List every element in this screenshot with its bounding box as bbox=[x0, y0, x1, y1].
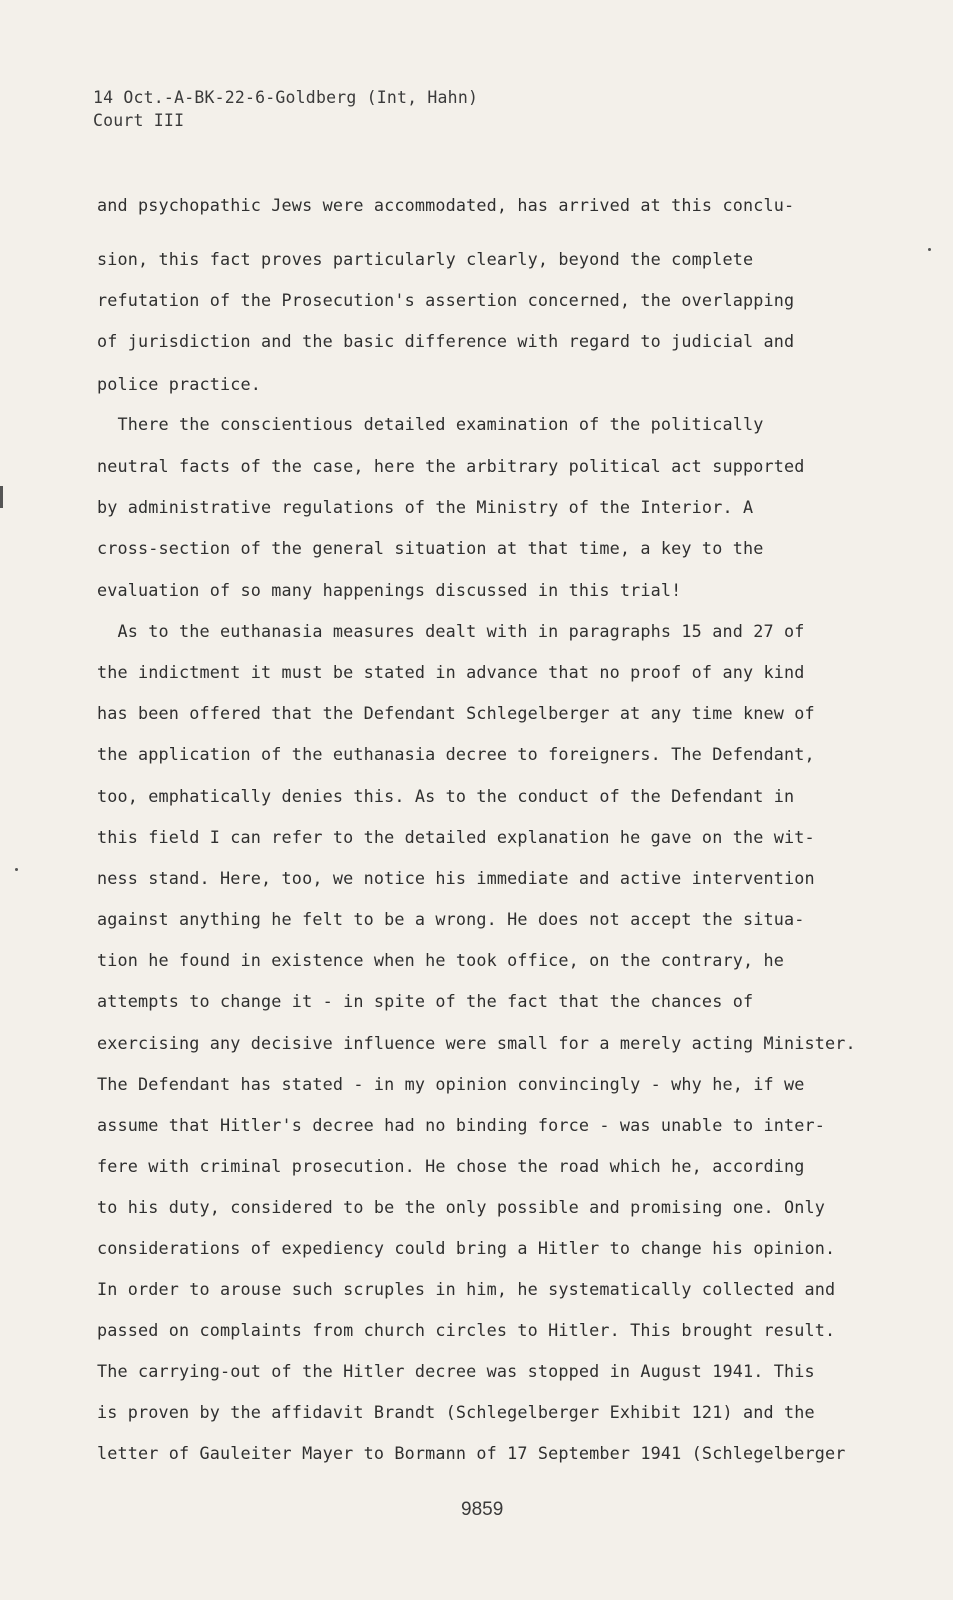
text-line: letter of Gauleiter Mayer to Bormann of 17 September 1941 (Schlegelberger bbox=[97, 1443, 846, 1463]
scan-dot-mark bbox=[928, 248, 931, 251]
text-line: There the conscientious detailed examination of the politically bbox=[97, 414, 764, 434]
text-line: against anything he felt to be a wrong. He does not accept the situa- bbox=[97, 909, 805, 929]
text-line: assume that Hitler's decree had no binding force - was unable to inter- bbox=[97, 1115, 825, 1135]
text-line: tion he found in existence when he took office, on the contrary, he bbox=[97, 950, 784, 970]
text-line: exercising any decisive influence were small for a merely acting Minister. bbox=[97, 1033, 856, 1053]
text-line: refutation of the Prosecution's assertion concerned, the overlapping bbox=[97, 290, 795, 310]
text-line: by administrative regulations of the Ministry of the Interior. A bbox=[97, 497, 754, 517]
text-line: has been offered that the Defendant Schlegelberger at any time knew of bbox=[97, 703, 815, 723]
text-line: attempts to change it - in spite of the fact that the chances of bbox=[97, 991, 754, 1011]
text-line: sion, this fact proves particularly clearly, beyond the complete bbox=[97, 249, 754, 269]
text-line: evaluation of so many happenings discussed in this trial! bbox=[97, 580, 682, 600]
scan-dot-mark bbox=[15, 868, 18, 871]
text-line: the application of the euthanasia decree to foreigners. The Defendant, bbox=[97, 744, 815, 764]
text-line: The carrying-out of the Hitler decree was stopped in August 1941. This bbox=[97, 1361, 815, 1381]
page-number: 9859 bbox=[461, 1499, 504, 1520]
text-line: this field I can refer to the detailed explanation he gave on the wit- bbox=[97, 827, 815, 847]
document-header bbox=[93, 86, 478, 132]
header-court: Court III bbox=[93, 111, 185, 130]
text-line: considerations of expediency could bring a Hitler to change his opinion. bbox=[97, 1238, 836, 1258]
text-line: the indictment it must be stated in advance that no proof of any kind bbox=[97, 662, 805, 682]
text-line: In order to arouse such scruples in him, he systematically collected and bbox=[97, 1279, 836, 1299]
scan-edge-mark bbox=[0, 486, 3, 508]
text-line: police practice. bbox=[97, 374, 262, 394]
text-line: ness stand. Here, too, we notice his immediate and active intervention bbox=[97, 868, 815, 888]
text-line: neutral facts of the case, here the arbitrary political act supported bbox=[97, 456, 805, 476]
header-reference: 14 Oct.-A-BK-22-6-Goldberg (Int, Hahn) bbox=[93, 88, 479, 107]
text-line: and psychopathic Jews were accommodated, has arrived at this conclu- bbox=[97, 195, 795, 215]
text-line: passed on complaints from church circles to Hitler. This brought result. bbox=[97, 1320, 836, 1340]
text-line: As to the euthanasia measures dealt with in paragraphs 15 and 27 of bbox=[97, 621, 805, 641]
text-line: too, emphatically denies this. As to the conduct of the Defendant in bbox=[97, 786, 795, 806]
text-line: of jurisdiction and the basic difference with regard to judicial and bbox=[97, 331, 795, 351]
text-line: fere with criminal prosecution. He chose the road which he, according bbox=[97, 1156, 805, 1176]
text-line: cross-section of the general situation at that time, a key to the bbox=[97, 538, 764, 558]
text-line: to his duty, considered to be the only possible and promising one. Only bbox=[97, 1197, 825, 1217]
text-line: is proven by the affidavit Brandt (Schlegelberger Exhibit 121) and the bbox=[97, 1402, 815, 1422]
text-line: The Defendant has stated - in my opinion convincingly - why he, if we bbox=[97, 1074, 805, 1094]
